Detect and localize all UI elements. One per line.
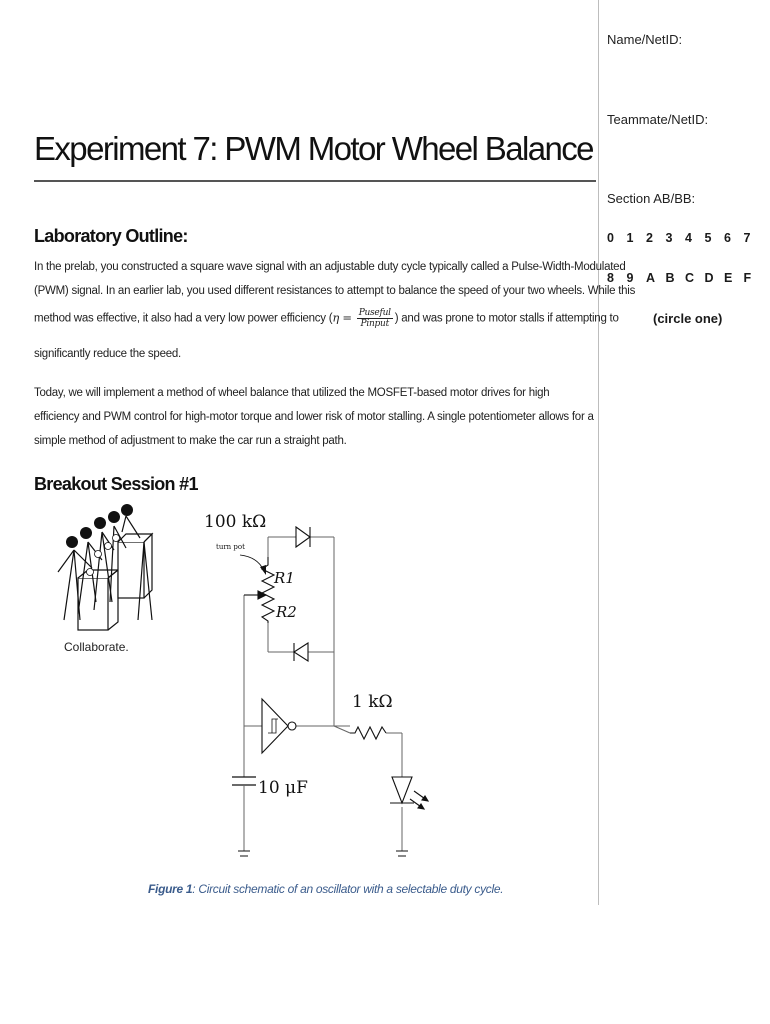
section-option-4: 4: [685, 231, 692, 245]
section-option-2: 2: [646, 231, 653, 245]
outline-paragraph-2: Today, we will implement a method of wheel balance that utilized the MOSFET-based motor drives for high efficiency and PWM control for high-motor torque and lower risk of motor stalling. A single potentiometer allows for a simple method of adjustment to make the car run a straight path.: [34, 387, 594, 447]
section-option-3: 3: [665, 231, 673, 245]
section-option-F: F: [743, 271, 752, 285]
teammate-netid-label: Teammate/NetID:: [607, 112, 709, 127]
outline-text-line-3: [34, 308, 619, 329]
oscillator-circuit-schematic: [200, 505, 460, 865]
capacitor: [232, 777, 256, 801]
p-useful: Puseful: [358, 308, 391, 318]
section-option-1: 1: [626, 231, 634, 245]
section-option-9: 9: [626, 271, 634, 285]
name-netid-label: Name/NetID:: [607, 32, 683, 47]
potentiometer: [240, 555, 274, 623]
section-label: Section AB/BB:: [607, 191, 696, 206]
bottom-diode: [294, 643, 308, 661]
p-input: Pinput: [360, 319, 389, 329]
outline-text-line-4: significantly reduce the speed.: [34, 348, 181, 360]
top-diode: [296, 527, 310, 547]
capacitor-value-label: 10 μF: [258, 778, 308, 798]
resistor-value-label: 1 kΩ: [352, 692, 393, 712]
figure-caption: [148, 882, 503, 896]
turn-pot-note: turn pot: [216, 543, 245, 551]
outline-line-3-start: method was effective, it also had a very low power efficiency (: [34, 312, 333, 325]
section-option-D: D: [704, 271, 714, 285]
figure-caption-text: : Circuit schematic of an oscillator with a selectable duty cycle.: [192, 882, 504, 896]
efficiency-fraction: [357, 308, 393, 329]
section-option-B: B: [665, 271, 675, 285]
section-option-0: 0: [607, 231, 614, 245]
breakout-session-heading: Breakout Session #1: [34, 474, 198, 494]
section-option-5: 5: [704, 231, 712, 245]
pot-value-label: 100 kΩ: [204, 512, 267, 532]
laboratory-outline-heading: Laboratory Outline:: [34, 226, 188, 246]
schmitt-inverter: [262, 699, 296, 753]
r1-label: R1: [274, 569, 295, 587]
sidebar-divider: [598, 0, 599, 905]
led: [390, 777, 428, 809]
section-option-7: 7: [743, 231, 751, 245]
section-option-E: E: [724, 271, 733, 285]
efficiency-symbol: η =: [332, 310, 352, 325]
section-options-row-1: [607, 231, 763, 245]
collaborate-illustration: [52, 502, 162, 632]
figure-caption-label: Figure 1: [148, 882, 193, 896]
outline-line-3-end: ) and was prone to motor stalls if attempting to: [394, 312, 619, 325]
section-options-row-2: [607, 271, 763, 285]
r2-label: R2: [276, 603, 297, 621]
resistor-1k: [350, 727, 386, 739]
section-option-C: C: [685, 271, 695, 285]
outline-text-line-1: In the prelab, you constructed a square wave signal with an adjustable duty cycle typically called a Pulse-Width-Modulated: [34, 261, 626, 273]
section-option-6: 6: [724, 231, 731, 245]
ground-symbols: [238, 851, 408, 856]
section-option-8: 8: [607, 271, 614, 285]
outline-text-line-2: (PWM) signal. In an earlier lab, you used different resistances to attempt to balance the speed of your two wheels. While this: [34, 285, 636, 297]
title-underline: [34, 180, 596, 182]
section-option-A: A: [646, 271, 656, 285]
page-title: Experiment 7: PWM Motor Wheel Balance: [34, 130, 593, 167]
collaborate-label: Collaborate.: [64, 640, 129, 654]
circle-one-note: (circle one): [653, 311, 723, 326]
